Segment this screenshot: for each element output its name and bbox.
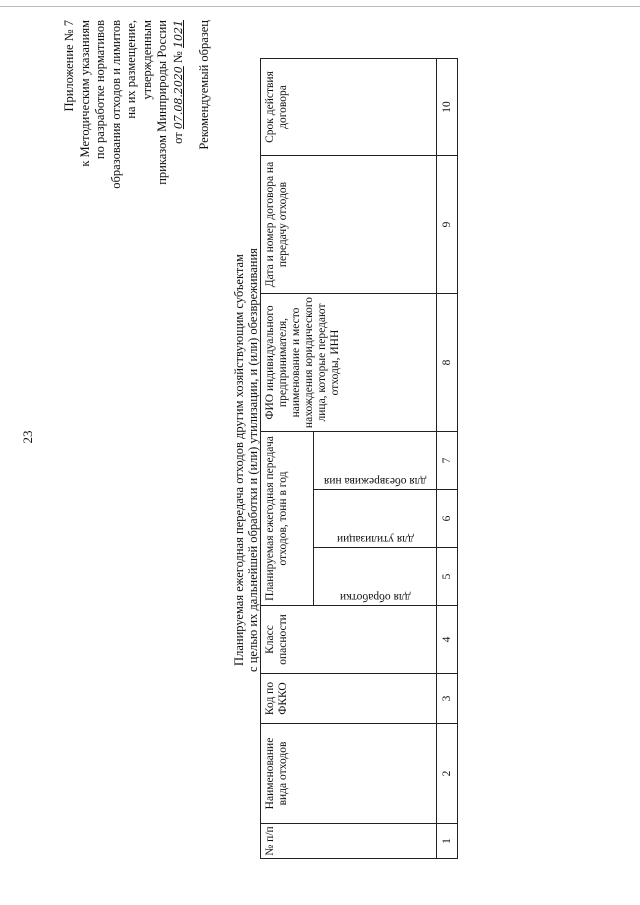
title-line-1: Планируемая ежегодная передача отходов другим хозяйствующим субъектам bbox=[232, 254, 246, 666]
header-waste-type: Наименование вида отходов bbox=[261, 724, 437, 824]
waste-transfer-table bbox=[260, 58, 458, 859]
appendix-header bbox=[62, 20, 186, 200]
label-for-utilization: для утилизации bbox=[336, 533, 414, 545]
handwritten-number: 1021 bbox=[171, 20, 185, 48]
col-number: 6 bbox=[437, 490, 458, 548]
header-recipient: ФИО индивидуального предпринимателя, наименование и место нахождения юридического лица, которые передают отходы, ИНН bbox=[261, 294, 437, 432]
appendix-line-4: образования отходов и лимитов bbox=[108, 20, 123, 189]
appendix-line-5: на их размещение, утвержденным bbox=[124, 20, 154, 119]
sample-label: Рекомендуемый образец bbox=[197, 20, 211, 150]
col-number: 9 bbox=[437, 156, 458, 294]
appendix-line-3: по разработке нормативов bbox=[93, 20, 107, 160]
label-for-neutralization: для обезврежива ния bbox=[323, 475, 427, 487]
appendix-line-6: приказом Минприроды России bbox=[155, 20, 169, 185]
col-number: 8 bbox=[437, 294, 458, 432]
col-number: 5 bbox=[437, 548, 458, 606]
col-number: 4 bbox=[437, 606, 458, 674]
header-for-neutralization bbox=[314, 432, 437, 490]
appendix-line-1: Приложение № 7 bbox=[62, 20, 76, 112]
header-for-utilization bbox=[314, 490, 437, 548]
appendix-line-7 bbox=[171, 20, 187, 200]
page-number: 23 bbox=[20, 430, 35, 444]
col-number: 7 bbox=[437, 432, 458, 490]
header-fkko-code: Код по ФККО bbox=[261, 674, 437, 724]
header-contract: Дата и номер договора на передачу отходов bbox=[261, 156, 437, 294]
handwritten-date: 07.08.2020 bbox=[171, 66, 185, 130]
title-line-2: с целью их дальнейшей обработки и (или) утилизации, и (или) обезвреживания bbox=[246, 248, 260, 672]
col-number: 10 bbox=[437, 59, 458, 156]
appendix-date-prefix: от bbox=[170, 132, 185, 144]
appendix-line-2: к Методическим указаниям bbox=[77, 20, 92, 167]
col-number: 1 bbox=[437, 824, 458, 859]
header-row-1 bbox=[261, 59, 314, 859]
header-planned-transfer: Планируемая ежегодная передача отходов, тонн в год bbox=[261, 432, 314, 606]
header-contract-term: Срок действия договора bbox=[261, 59, 437, 156]
column-numbers-row bbox=[437, 59, 458, 859]
header-row-number: № п/п bbox=[261, 824, 437, 859]
col-number: 3 bbox=[437, 674, 458, 724]
header-hazard-class: Класс опасности bbox=[261, 606, 437, 674]
label-for-processing: для обработки bbox=[339, 591, 411, 603]
document-title bbox=[232, 195, 260, 725]
col-number: 2 bbox=[437, 724, 458, 824]
header-for-processing bbox=[314, 548, 437, 606]
appendix-number-prefix: № bbox=[170, 51, 185, 64]
